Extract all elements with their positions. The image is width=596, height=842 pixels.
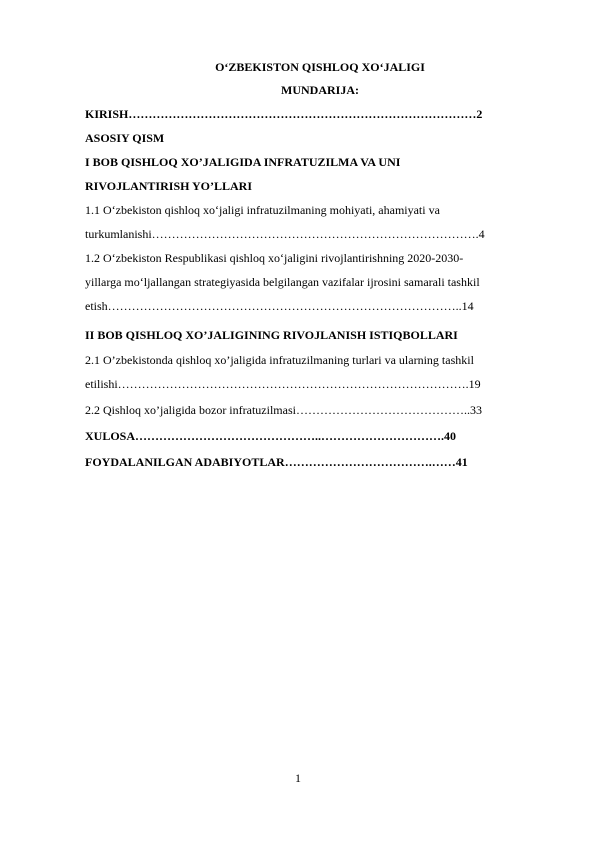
toc-entry-chapter-2: II BOB QISHLOQ XO’JALIGINING RIVOJLANISH ISTIQBOLLARI (85, 328, 458, 342)
toc-entry-1-2-line-3: etish……………………………………………………………………………..14 (85, 299, 474, 313)
toc-entry-chapter-1-line-2: RIVOJLANTIRISH YO’LLARI (85, 179, 253, 193)
document-title: O‘ZBEKISTON QISHLOQ XO‘JALIGI (215, 60, 425, 74)
toc-entry-asosiy-qism: ASOSIY QISM (85, 131, 165, 145)
toc-entry-xulosa: XULOSA………………………………………..………………………….40 (85, 429, 457, 443)
toc-entry-adabiyotlar: FOYDALANILGAN ADABIYOTLAR……………………………….……41 (85, 455, 468, 469)
toc-entry-2-1-line-1: 2.1 O’zbekistonda qishloq xo’jaligida infratuzilmaning turlari va ularning tashkil (85, 353, 474, 367)
toc-entry-2-1-line-2: etilishi…………………………………………………………………………….19 (85, 377, 481, 391)
toc-entry-2-2: 2.2 Qishloq xo’jaligida bozor infratuzilmasi……………………………………..33 (85, 403, 482, 417)
toc-entry-chapter-1-line-1: I BOB QISHLOQ XO’JALIGIDA INFRATUZILMA VA UNI (85, 155, 401, 169)
toc-entry-1-1-line-2: turkumlanishi……………………………………………………………………….4 (85, 227, 485, 241)
toc-entry-1-2-line-2: yillarga mo‘ljallangan strategiyasida belgilangan vazifalar ijrosini samarali tashkil (85, 275, 480, 289)
page-number: 1 (295, 771, 301, 785)
toc-heading: MUNDARIJA: (281, 83, 359, 97)
toc-entry-kirish: KIRISH……………………………………………………………………………2 (85, 107, 483, 121)
toc-entry-1-1-line-1: 1.1 O‘zbekiston qishloq xo‘jaligi infratuzilmaning mohiyati, ahamiyati va (85, 203, 440, 217)
toc-entry-1-2-line-1: 1.2 O‘zbekiston Respublikasi qishloq xo‘jaligini rivojlantirishning 2020-2030- (85, 251, 464, 265)
